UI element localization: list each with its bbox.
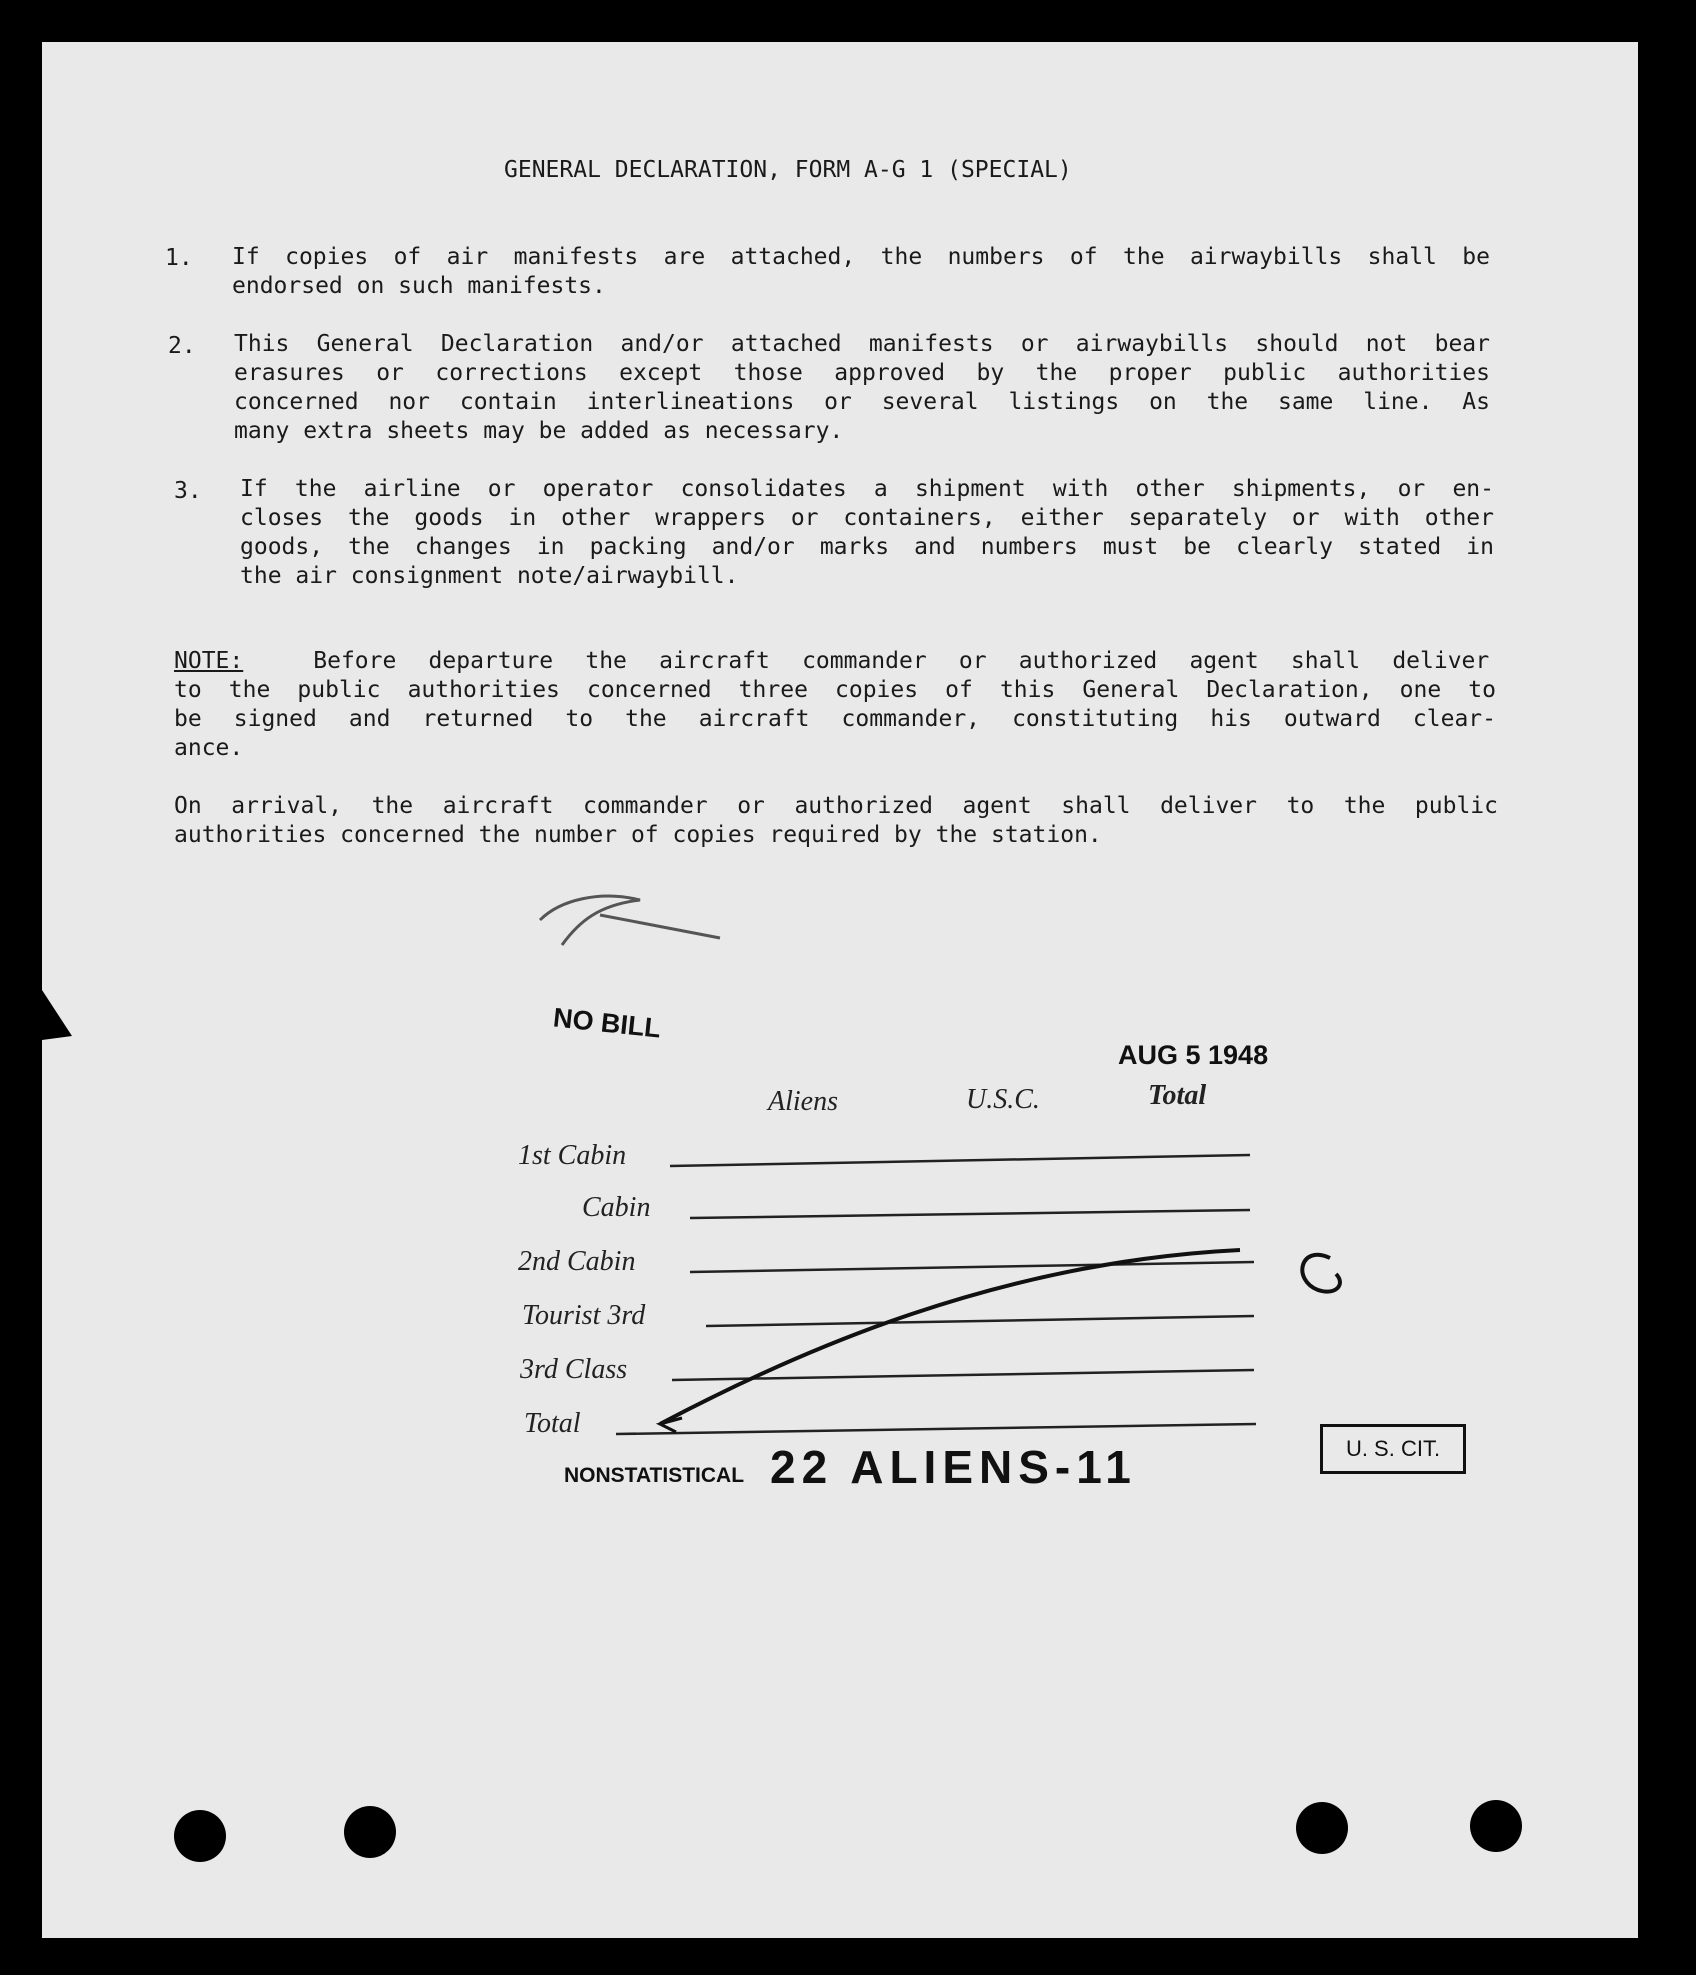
item-2-line: erasures or corrections except those approved by the proper public authorities: [234, 360, 1490, 386]
form-title: GENERAL DECLARATION, FORM A-G 1 (SPECIAL): [504, 157, 1072, 183]
row-label-3rd-class: 3rd Class: [520, 1354, 628, 1385]
item-3-line: goods, the changes in packing and/or marks and numbers must be clearly stated in: [240, 534, 1494, 560]
item-3-line: If the airline or operator consolidates a shipment with other shipments, or en-: [240, 476, 1494, 502]
item-1-number: 1.: [165, 245, 193, 271]
nonstatistical-stamp: NONSTATISTICAL: [564, 1464, 745, 1487]
item-3-line: closes the goods in other wrappers or containers, either separately or with other: [240, 505, 1494, 531]
row-label-1st-cabin: 1st Cabin: [518, 1140, 627, 1171]
note-label: NOTE:: [174, 648, 244, 674]
column-header-usc: U.S.C.: [966, 1084, 1040, 1115]
no-bill-stamp: NO BILL: [551, 1002, 663, 1044]
item-2-number: 2.: [168, 333, 196, 359]
item-1-line: If copies of air manifests are attached, the numbers of the airwaybills shall be: [232, 244, 1490, 270]
row-label-2nd-cabin: 2nd Cabin: [518, 1246, 636, 1277]
note-first-line: Before departure the aircraft commander or authorized agent shall deliver: [313, 648, 1490, 674]
item-2-line: many extra sheets may be added as necessary.: [234, 418, 844, 444]
column-header-total: Total: [1148, 1080, 1207, 1111]
arrival-line: authorities concerned the number of copies required by the station.: [174, 822, 1102, 848]
arrival-line: On arrival, the aircraft commander or authorized agent shall deliver to the public: [174, 793, 1498, 819]
handwritten-count-note: 22 ALIENS-11: [770, 1441, 1137, 1493]
row-label-cabin: Cabin: [582, 1192, 651, 1223]
item-2-line: This General Declaration and/or attached manifests or airwaybills should not bear: [234, 331, 1490, 357]
item-1-line: endorsed on such manifests.: [232, 273, 606, 299]
note-line: be signed and returned to the aircraft commander, constituting his outward clear-: [174, 706, 1496, 732]
row-label-total: Total: [524, 1408, 581, 1439]
row-label-tourist-3rd: Tourist 3rd: [522, 1300, 646, 1331]
note-line: to the public authorities concerned three copies of this General Declaration, one to: [174, 677, 1496, 703]
item-3-line: the air consignment note/airwaybill.: [240, 563, 739, 589]
date-stamp: AUG 5 1948: [1118, 1040, 1269, 1070]
edge-notch: [42, 990, 72, 1040]
us-cit-stamp: U. S. CIT.: [1345, 1436, 1441, 1461]
item-2-line: concerned nor contain interlineations or several listings on the same line. As: [234, 389, 1490, 415]
column-header-aliens: Aliens: [768, 1086, 838, 1117]
item-3-number: 3.: [174, 478, 202, 504]
note-line: ance.: [174, 735, 244, 761]
